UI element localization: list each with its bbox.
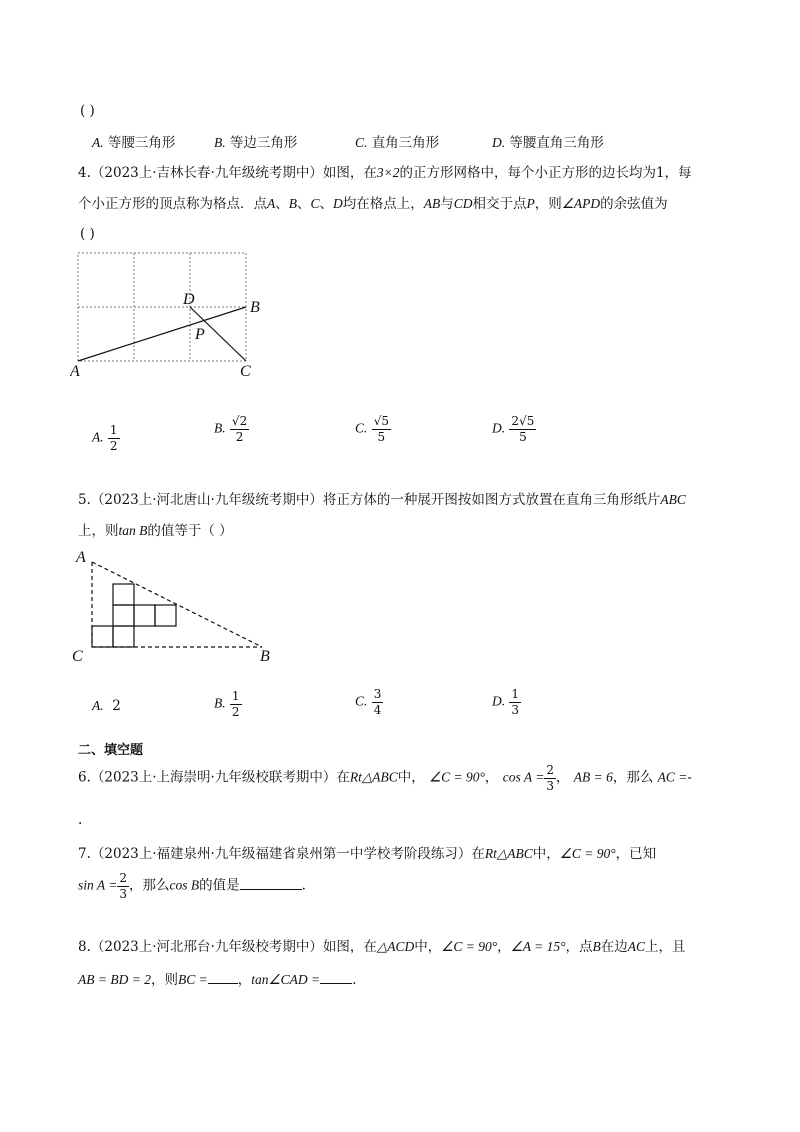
q5-line1: 5.（2023上·河北唐山·九年级统考期中）将正方体的一种展开图按如图方式放置在直角三角形纸片ABC (78, 492, 686, 508)
q4-option-d: D. $\frac{2√5}{5}$ (492, 414, 535, 444)
q3-option-b: B. 等边三角形 (214, 135, 298, 151)
q6-line1: 6.（2023上·上海崇明·九年级校联考期中）在Rt△ABC中， ∠C = 90°， cos A = $\frac{2}{3}$ ， AB = 6，那么 AC =- (78, 763, 692, 793)
q5-triangle-figure (70, 546, 290, 666)
segment-ab (78, 307, 246, 361)
q4-grid-lines (78, 253, 246, 361)
q4-line2: 个小正方形的顶点称为格点．点A、B、C、D均在格点上，AB与CD相交于点P，则∠APD的余弦值为 (78, 196, 668, 212)
q4-answer-paren: ( ) (80, 226, 95, 242)
q3-option-d: D. 等腰直角三角形 (492, 135, 604, 151)
label-c: C (240, 363, 251, 378)
cube-net (92, 584, 176, 647)
label-c: C (72, 648, 83, 665)
label-a: A (70, 363, 80, 378)
q5-option-b: B. $\frac{1}{2}$ (214, 689, 240, 719)
q7-line1: 7.（2023上·福建泉州·九年级福建省泉州第一中学校考阶段练习）在Rt△ABC中，∠C = 90°，已知 (78, 846, 657, 862)
label-p: P (195, 326, 205, 343)
q5-option-d: D. $\frac{1}{3}$ (492, 687, 520, 717)
q4-line1: 4.（2023上·吉林长春·九年级统考期中）如图，在3×2的正方形网格中，每个小正方形的边长均为1，每 (78, 165, 692, 181)
q4-option-a: A. $\frac{1}{2}$ (92, 423, 118, 453)
q4-option-c: C. $\frac{√5}{5}$ (355, 414, 389, 444)
label-a: A (76, 549, 86, 566)
q3-answer-paren: ( ) (80, 103, 95, 119)
q7-answer-blank (240, 889, 302, 890)
q8-line1: 8.（2023上·河北邢台·九年级校考期中）如图，在△ACD中，∠C = 90°，∠A = 15°，点B在边AC上，且 (78, 939, 686, 955)
q4-grid-figure (70, 248, 270, 378)
q5-option-a: A. 2 (92, 698, 121, 714)
q3-option-c: C. 直角三角形 (355, 135, 440, 151)
q5-line2: 上，则tan B的值等于（ ） (78, 523, 233, 539)
q8-line2: AB = BD = 2，则BC = ，tan∠CAD = . (78, 972, 357, 988)
q6-end-dot: . (78, 812, 83, 828)
q7-line2: sin A = $\frac{2}{3}$ ，那么cos B的值是 . (78, 871, 306, 901)
q3-option-a: A. 等腰三角形 (92, 135, 176, 151)
q8-bc-blank (208, 983, 238, 984)
q5-option-c: C. $\frac{3}{4}$ (355, 687, 382, 717)
section-heading: 二、填空题 (78, 743, 144, 758)
label-b: B (250, 299, 260, 316)
q8-tan-blank (320, 983, 352, 984)
label-b: B (260, 648, 270, 665)
q4-option-b: B. $\frac{√2}{2}$ (214, 414, 248, 444)
label-d: D (183, 291, 195, 308)
